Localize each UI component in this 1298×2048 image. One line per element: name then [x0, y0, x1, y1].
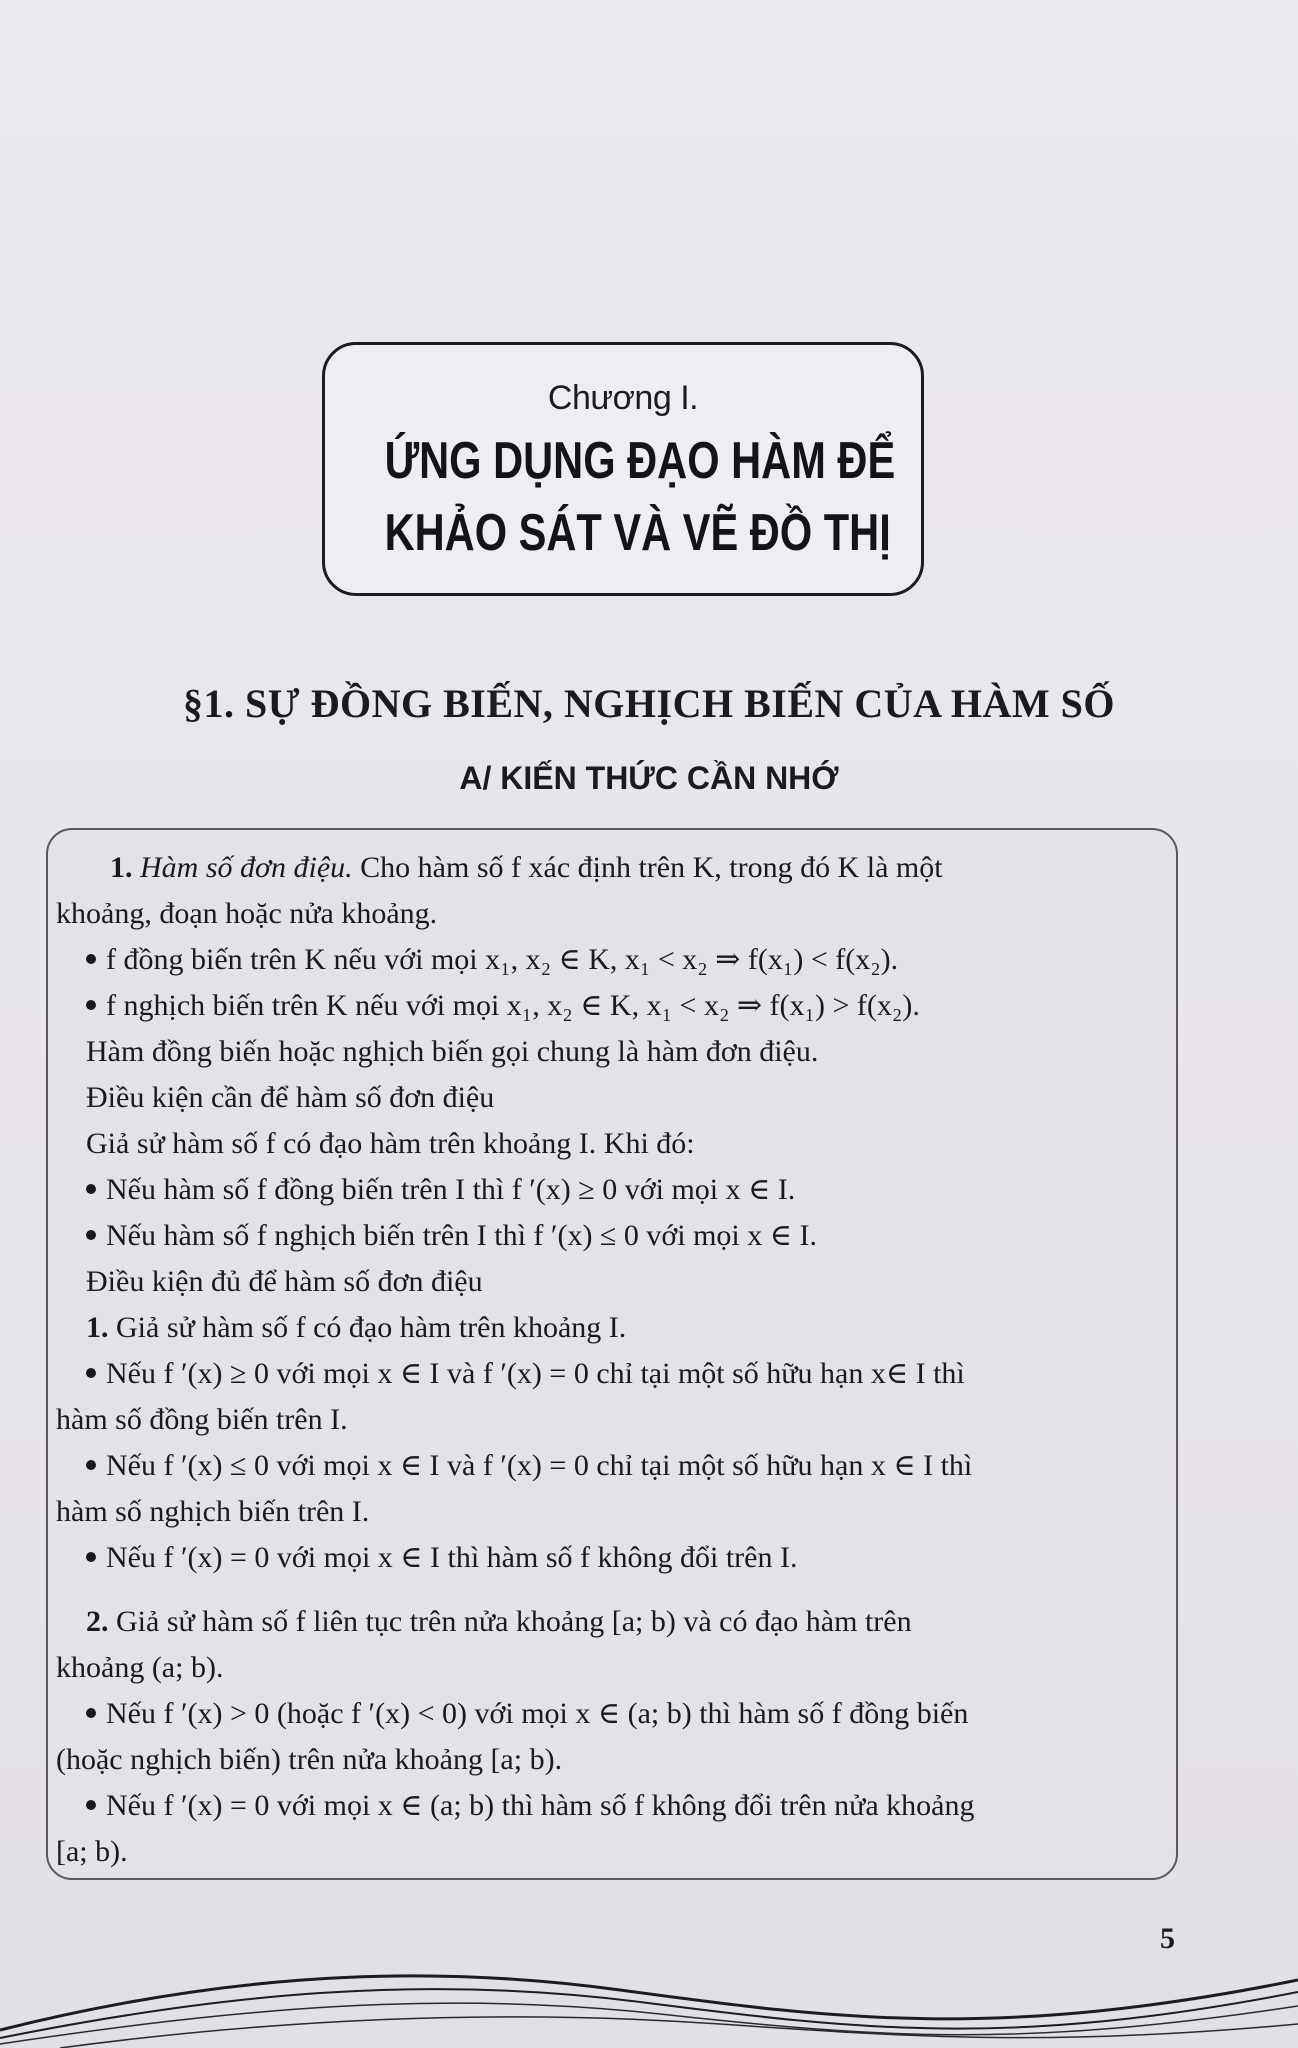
bullet-icon — [86, 1000, 96, 1010]
p1-cont: khoảng, đoạn hoặc nửa khoảng. — [56, 897, 438, 930]
s2-line2: khoảng (a; b). — [56, 1651, 224, 1684]
section-title: §1. SỰ ĐỒNG BIẾN, NGHỊCH BIẾN CỦA HÀM SỐ — [183, 681, 1115, 726]
s2-line1 — [86, 1604, 912, 1640]
decorative-wave — [0, 1920, 1298, 2048]
s1-bullet-1-line1 — [86, 1356, 965, 1392]
s2-number: 2. — [86, 1605, 109, 1638]
bullet-icon — [86, 954, 96, 964]
subsection-title: A/ KIẾN THỨC CẦN NHỚ — [459, 760, 839, 796]
s2-bullet-1-line2: (hoặc nghịch biến) trên nửa khoảng [a; b). — [56, 1743, 563, 1776]
necessary-bullet-1-text: Nếu hàm số f đồng biến trên I thì f ′(x) ≥ 0 với mọi x ∈ I. — [106, 1173, 796, 1206]
s1-bullet-3-text: Nếu f ′(x) = 0 với mọi x ∈ I thì hàm số f không đổi trên I. — [106, 1541, 798, 1574]
sufficient-condition-title: Điều kiện đủ để hàm số đơn điệu — [86, 1265, 483, 1298]
s1-bullet-2-line1 — [86, 1448, 972, 1484]
page-number: 5 — [1160, 1922, 1175, 1955]
chapter-title-line-1: ỨNG DỤNG ĐẠO HÀM ĐỂ — [384, 432, 896, 490]
chapter-title-line-2: KHẢO SÁT VÀ VẼ ĐỒ THỊ — [384, 504, 891, 562]
necessary-bullet-2 — [86, 1218, 817, 1254]
s1-bullet-1-text: Nếu f ′(x) ≥ 0 với mọi x ∈ I và f ′(x) = 0 chỉ tại một số hữu hạn x∈ I thì — [106, 1357, 965, 1390]
s2-bullet-1-text: Nếu f ′(x) > 0 (hoặc f ′(x) < 0) với mọi x ∈ (a; b) thì hàm số f đồng biến — [106, 1697, 969, 1730]
s2-bullet-2-line2: [a; b). — [56, 1835, 128, 1868]
necessary-condition-intro: Giả sử hàm số f có đạo hàm trên khoảng I. Khi đó: — [86, 1127, 695, 1160]
def-increasing-text: f đồng biến trên K nếu với mọi x₁, x₂ ∈ K, x₁ < x₂ ⇒ f(x₁) < f(x₂). — [106, 943, 899, 976]
chapter-box — [322, 342, 924, 596]
s1-bullet-3 — [86, 1540, 797, 1576]
def-decreasing-text: f nghịch biến trên K nếu với mọi x₁, x₂ ∈ K, x₁ < x₂ ⇒ f(x₁) > f(x₂). — [106, 989, 920, 1022]
necessary-bullet-2-text: Nếu hàm số f nghịch biến trên I thì f ′(x) ≤ 0 với mọi x ∈ I. — [106, 1219, 817, 1252]
bullet-icon — [86, 1800, 96, 1810]
bullet-icon — [86, 1552, 96, 1562]
monotone-definition: Hàm đồng biến hoặc nghịch biến gọi chung là hàm đơn điệu. — [86, 1035, 819, 1068]
s1-bullet-2-line2: hàm số nghịch biến trên I. — [56, 1495, 370, 1528]
s1-text: Giả sử hàm số f có đạo hàm trên khoảng I. — [116, 1311, 627, 1344]
def-increasing — [86, 942, 898, 978]
bullet-icon — [86, 1230, 96, 1240]
p1-text: Cho hàm số f xác định trên K, trong đó K là một — [360, 851, 943, 884]
chapter-label: Chương I. — [547, 379, 699, 417]
s2-bullet-1-line1 — [86, 1696, 968, 1732]
bullet-icon — [86, 1708, 96, 1718]
necessary-condition-title: Điều kiện cần để hàm số đơn điệu — [86, 1081, 495, 1114]
bullet-icon — [86, 1460, 96, 1470]
p1-term: Hàm số đơn điệu. — [140, 851, 353, 884]
s2-bullet-2-text: Nếu f ′(x) = 0 với mọi x ∈ (a; b) thì hàm số f không đổi trên nửa khoảng — [106, 1789, 975, 1822]
s2-bullet-2-line1 — [86, 1788, 975, 1824]
p1-number: 1. — [110, 851, 133, 884]
knowledge-box — [46, 828, 1178, 1880]
s1-line — [86, 1310, 626, 1346]
def-decreasing — [86, 988, 920, 1024]
s1-bullet-2-text: Nếu f ′(x) ≤ 0 với mọi x ∈ I và f ′(x) = 0 chỉ tại một số hữu hạn x ∈ I thì — [106, 1449, 973, 1482]
s2-text: Giả sử hàm số f liên tục trên nửa khoảng [a; b) và có đạo hàm trên — [116, 1605, 912, 1638]
necessary-bullet-1 — [86, 1172, 795, 1208]
p1-line — [110, 850, 1158, 886]
bullet-icon — [86, 1184, 96, 1194]
s1-bullet-1-line2: hàm số đồng biến trên I. — [56, 1403, 348, 1436]
s1-number: 1. — [86, 1311, 109, 1344]
bullet-icon — [86, 1368, 96, 1378]
